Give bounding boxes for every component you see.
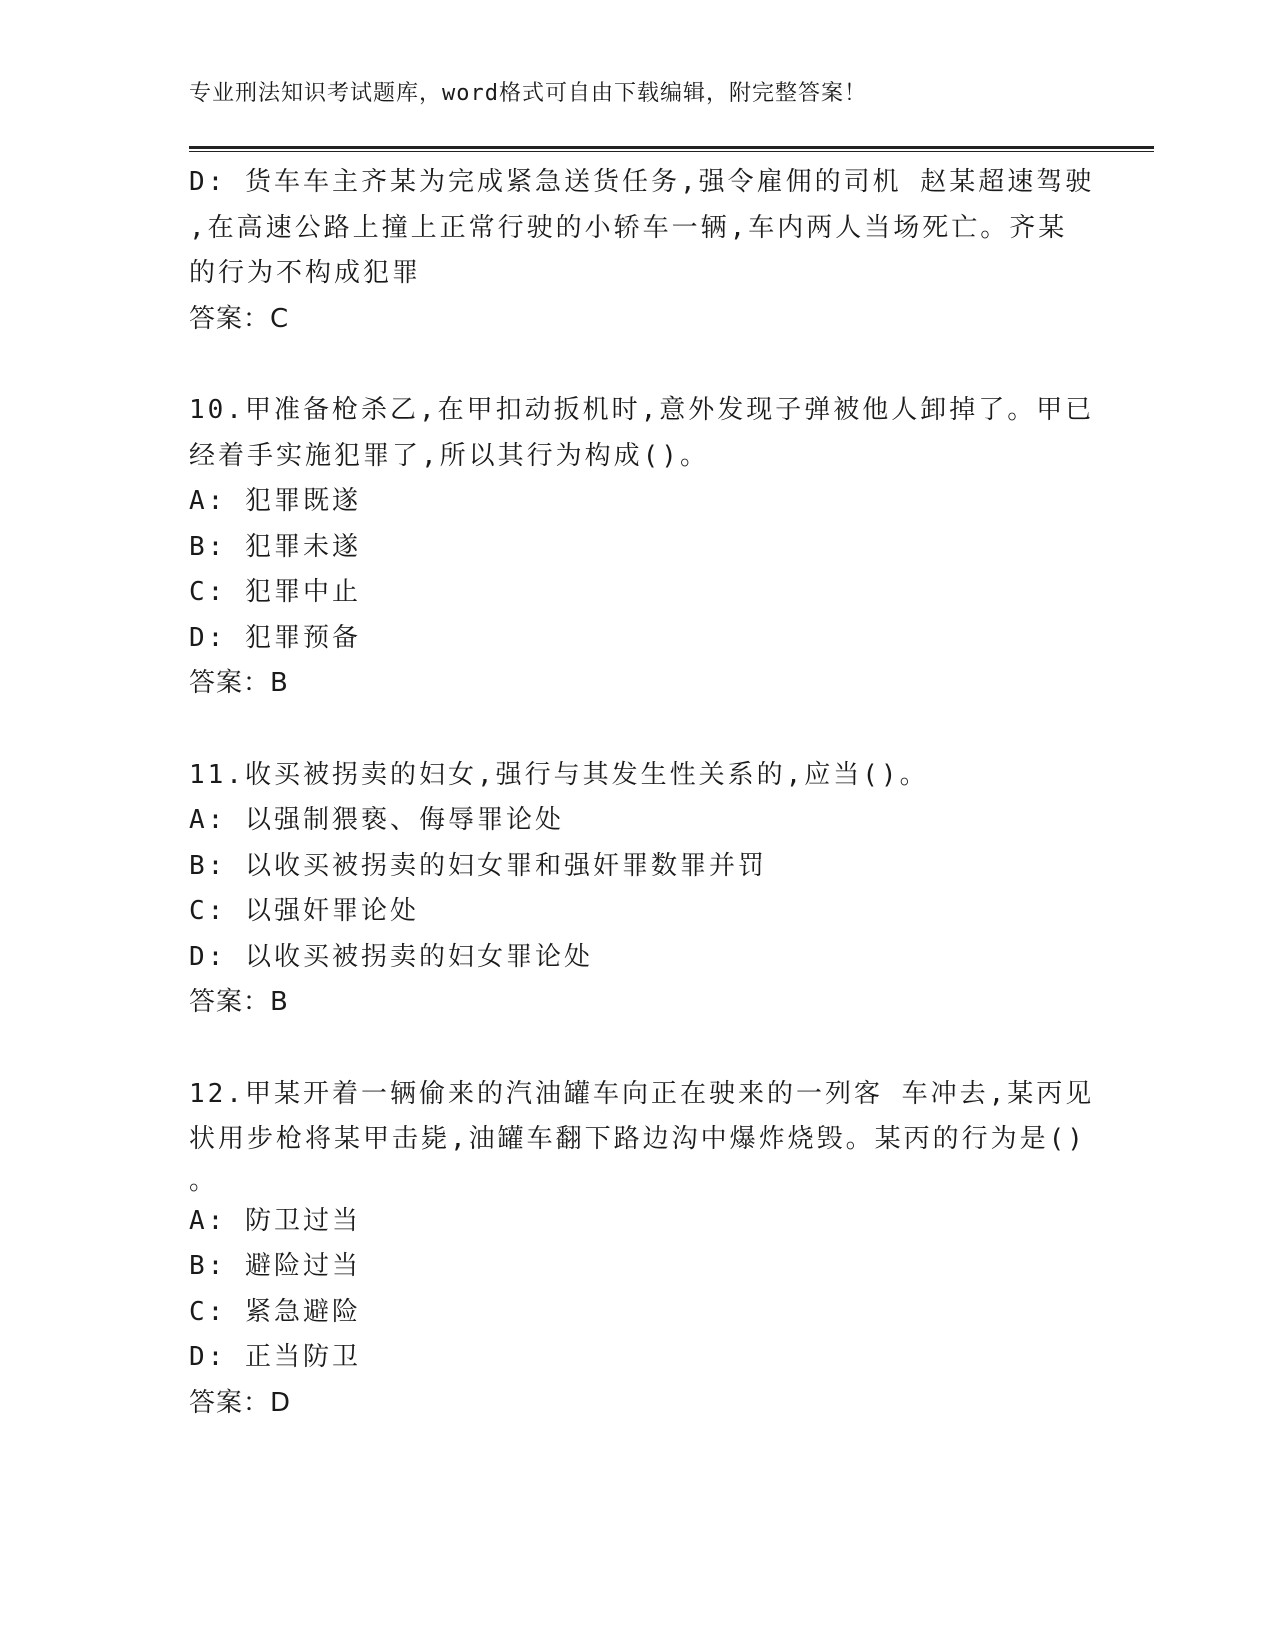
question-stem: 11.收买被拐卖的妇女,强行与其发生性关系的,应当()。 xyxy=(189,759,929,790)
question-stem: 状用步枪将某甲击毙,油罐车翻下路边沟中爆炸烧毁。某丙的行为是() xyxy=(189,1124,1086,1154)
option-c: C: 以强奸罪论处 xyxy=(189,896,419,926)
option-b: B: 避险过当 xyxy=(189,1251,361,1281)
question-content xyxy=(189,160,1095,1426)
option-d-line: ,在高速公路上撞上正常行驶的小轿车一辆,车内两人当场死亡。齐某 xyxy=(189,212,1068,243)
option-a: A: 以强制猥亵、侮辱罪论处 xyxy=(189,805,564,835)
question-11 xyxy=(189,753,1079,1026)
option-c: C: 犯罪中止 xyxy=(189,577,361,607)
option-a: A: 犯罪既遂 xyxy=(189,486,361,516)
page-header: 专业刑法知识考试题库，word格式可自由下载编辑，附完整答案！ xyxy=(189,81,867,106)
question-10 xyxy=(189,388,1095,707)
answer-text: 答案：B xyxy=(189,987,289,1017)
option-d: D: 正当防卫 xyxy=(189,1342,361,1372)
question-stem: 经着手实施犯罪了,所以其行为构成()。 xyxy=(189,440,709,471)
option-b: B: 犯罪未遂 xyxy=(189,531,361,562)
question-stem: 12.甲某开着一辆偷来的汽油罐车向正在驶来的一列客 车冲去,某丙见 xyxy=(189,1078,1095,1109)
option-c: C: 紧急避险 xyxy=(189,1296,361,1327)
answer-text: 答案：C xyxy=(189,303,290,334)
option-a: A: 防卫过当 xyxy=(189,1205,361,1236)
question-12 xyxy=(189,1072,1095,1427)
option-d: D: 犯罪预备 xyxy=(189,622,361,653)
question-stem-tail: 。 xyxy=(189,1165,216,1196)
answer-text: 答案：B xyxy=(189,668,289,698)
answer-text: 答案：D xyxy=(189,1387,292,1418)
question-9 xyxy=(189,160,1095,342)
option-d-line: 的行为不构成犯罪 xyxy=(189,258,422,288)
header-divider xyxy=(189,146,1154,152)
option-d-line: D: 货车车主齐某为完成紧急送货任务,强令雇佣的司机 赵某超速驾驶 xyxy=(189,167,1095,197)
option-b: B: 以收买被拐卖的妇女罪和强奸罪数罪并罚 xyxy=(189,850,767,881)
option-d: D: 以收买被拐卖的妇女罪论处 xyxy=(189,941,593,972)
question-stem: 10.甲准备枪杀乙,在甲扣动扳机时,意外发现子弹被他人卸掉了。甲已 xyxy=(189,395,1095,425)
